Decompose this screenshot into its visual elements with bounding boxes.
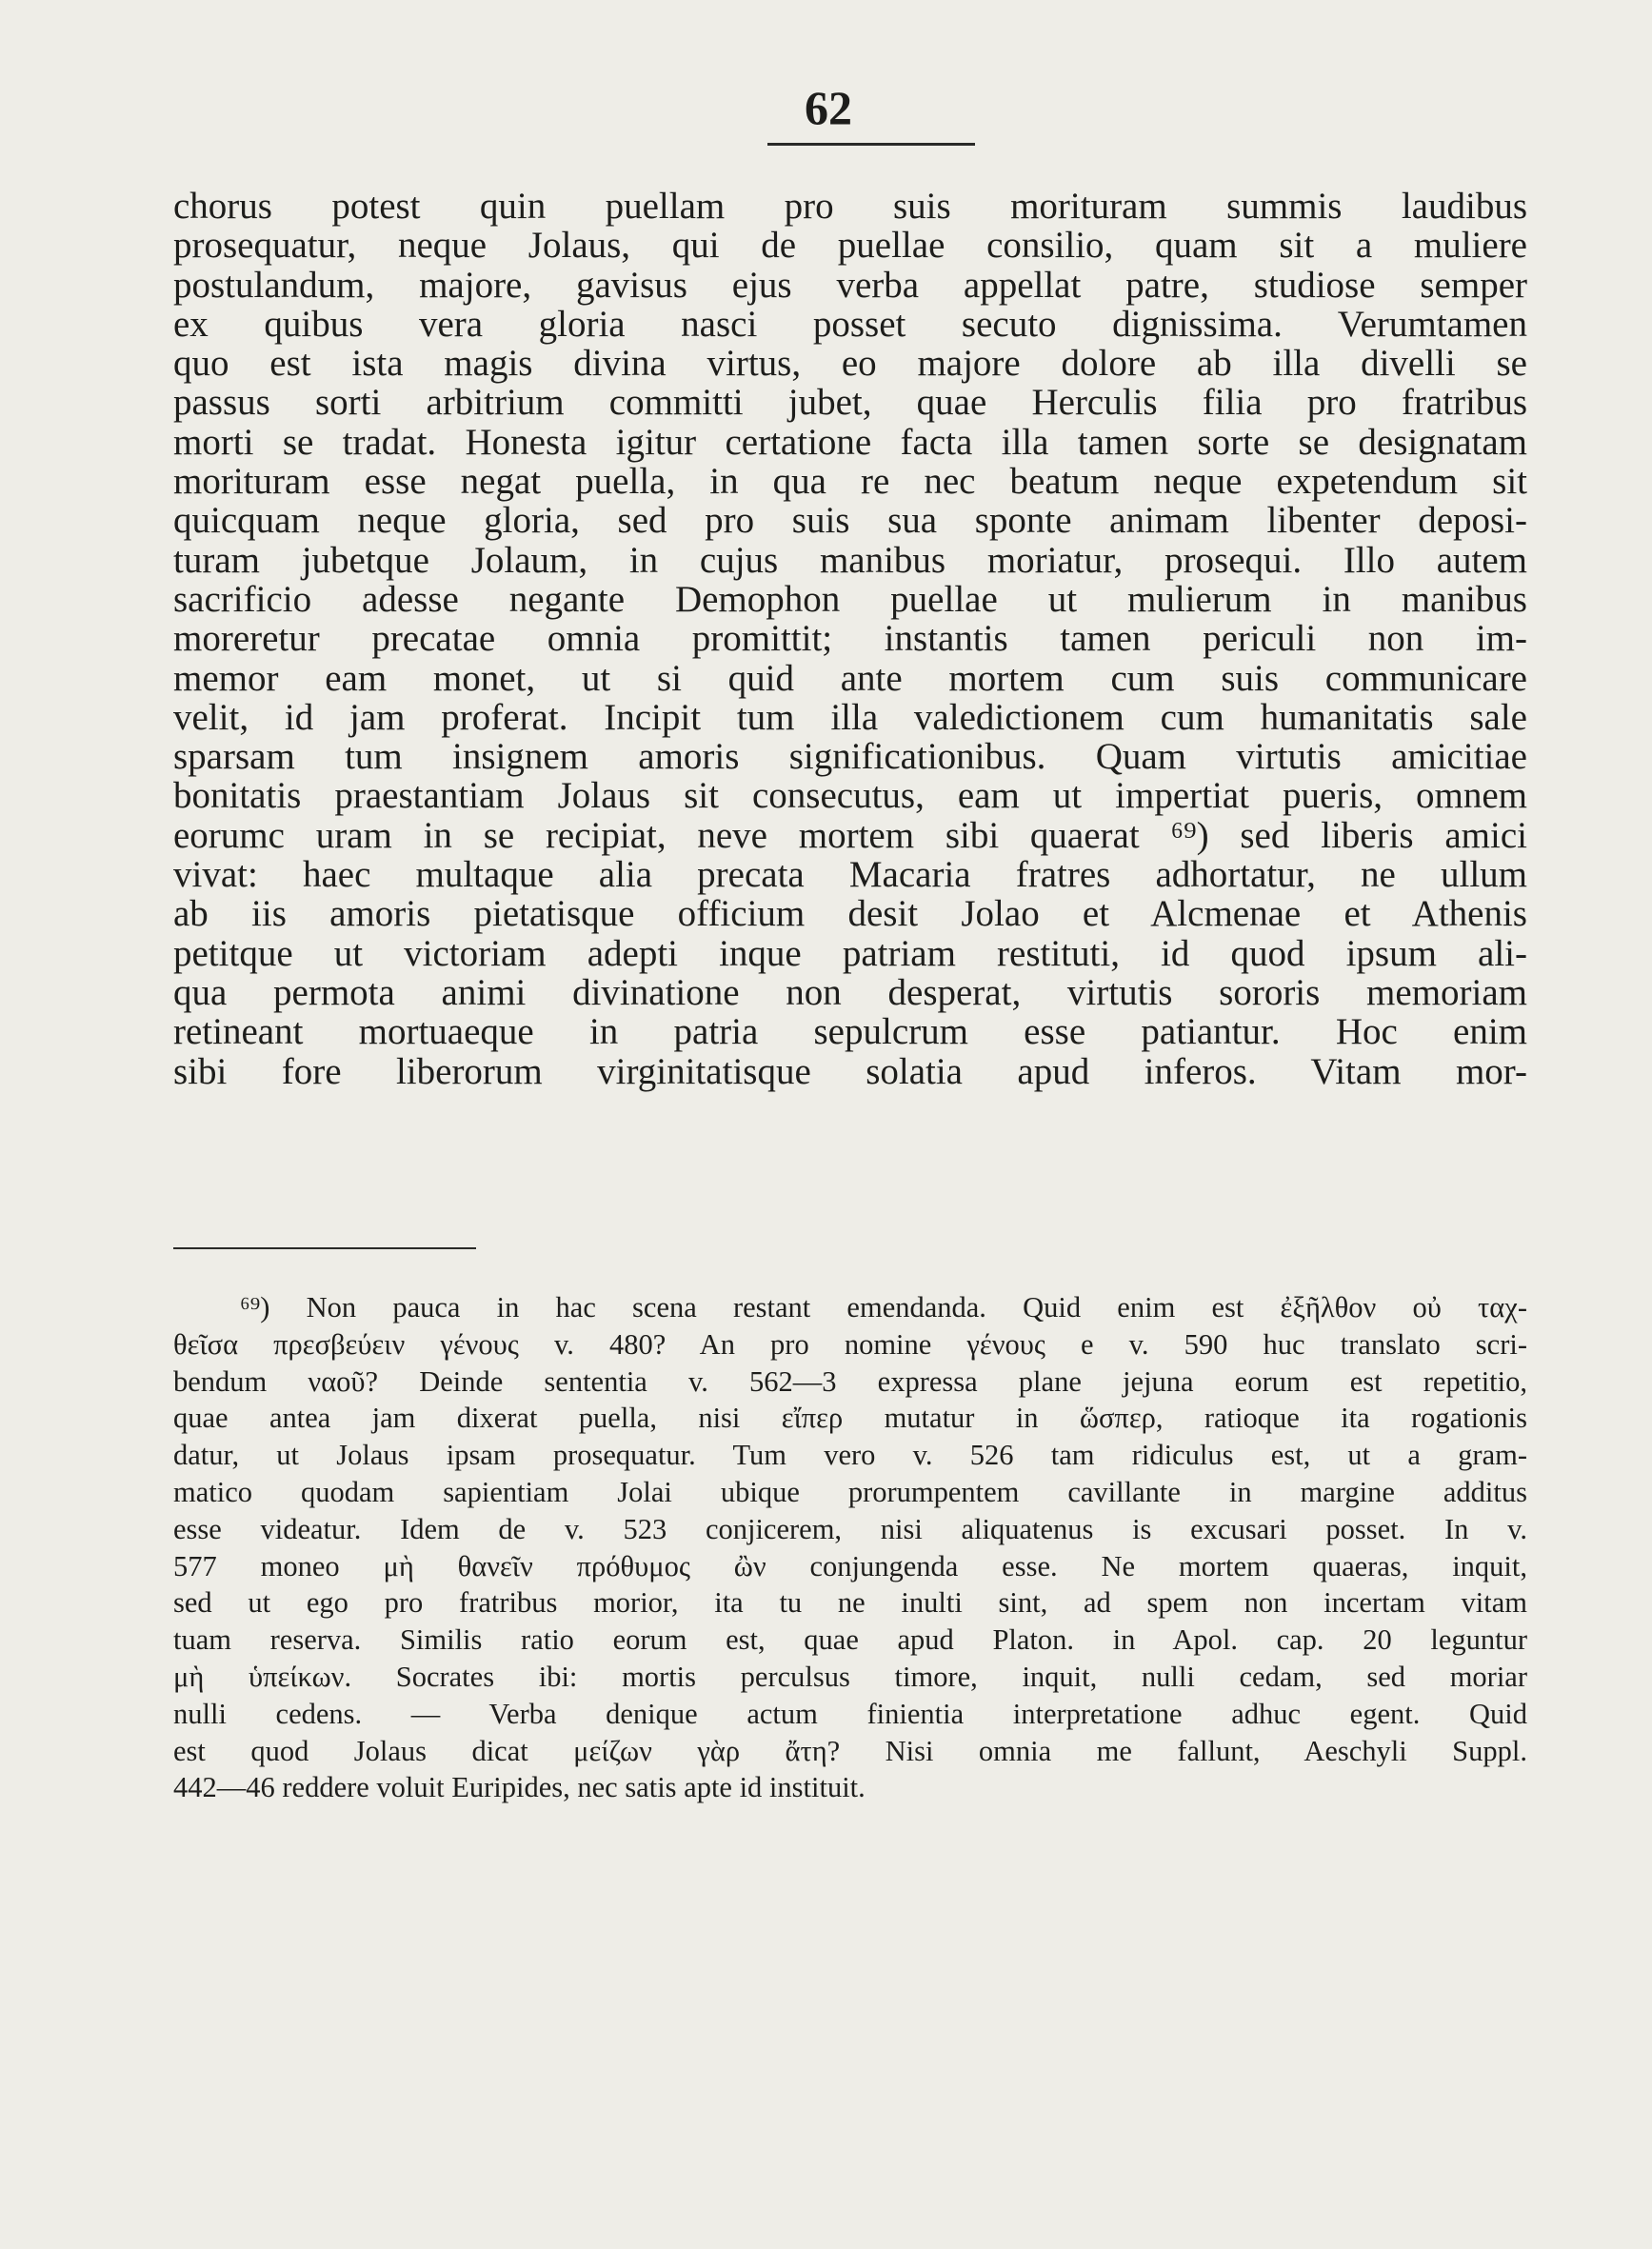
footnote-line: ⁶⁹) Non pauca in hac scena restant emendanda. Quid enim est ἐξῆλθον οὐ ταχ- [240,1291,1527,1324]
footnote [173,1289,1527,1806]
text-line: chorus potest quin puellam pro suis morituram summis laudibus [173,186,1527,227]
text-line: passus sorti arbitrium committi jubet, quae Herculis filia pro fratribus [173,382,1527,424]
footnote-line: bendum ναοῦ? Deinde sententia v. 562—3 expressa plane jejuna eorum est repetitio, [173,1364,1527,1398]
footnote-line: sed ut ego pro fratribus morior, ita tu ne inulti sint, ad spem non incertam vitam [173,1586,1527,1620]
text-line: qua permota animi divinatione non desperat, virtutis sororis memoriam [173,971,1527,1013]
text-line: postulandum, majore, gavisus ejus verba appellat patre, studiose semper [173,264,1527,306]
footnote-line: matico quodam sapientiam Jolai ubique prorumpentem cavillante in margine additus [173,1475,1527,1508]
text-line: memor eam monet, ut si quid ante mortem cum suis communicare [173,657,1527,699]
footnote-line: μὴ ὑπείκων. Socrates ibi: mortis perculsus timore, inquit, nulli cedam, sed moriar [173,1660,1527,1693]
page-number: 62 [805,81,852,134]
text-line: moreretur precatae omnia promittit; instantis tamen periculi non im- [173,618,1527,660]
text-line: bonitatis praestantiam Jolaus sit consecutus, eam ut impertiat pueris, omnem [173,775,1527,817]
footnote-line: θεῖσα πρεσβεύειν γένους v. 480? An pro nomine γένους e v. 590 huc translato scri- [173,1327,1527,1361]
text-line: quicquam neque gloria, sed pro suis sua sponte animam libenter deposi- [173,500,1527,542]
footnote-line: quae antea jam dixerat puella, nisi εἴπερ mutatur in ὥσπερ, ratioque ita rogationis [173,1402,1527,1435]
text-line: sacrificio adesse negante Demophon puellae ut mulierum in manibus [173,578,1527,620]
text-line: sibi fore liberorum virginitatisque solatia apud inferos. Vitam mor- [173,1050,1527,1092]
footnote-line: est quod Jolaus dicat μείζων γὰρ ἄτη? Nisi omnia me fallunt, Aeschyli Suppl. [173,1734,1527,1767]
text-line: retineant mortuaeque in patria sepulcrum esse patiantur. Hoc enim [173,1011,1527,1053]
footnote-line: nulli cedens. — Verba denique actum finientia interpretatione adhuc egent. Quid [173,1697,1527,1730]
main-text [173,187,1527,1091]
footnote-rule [173,1247,476,1249]
text-line: velit, id jam proferat. Incipit tum illa valedictionem cum humanitatis sale [173,696,1527,738]
header-rule [767,143,975,146]
text-line: morituram esse negat puella, in qua re nec beatum neque expetendum sit [173,461,1527,503]
text-line: morti se tradat. Honesta igitur certatione facta illa tamen sorte se designatam [173,421,1527,463]
footnote-line: datur, ut Jolaus ipsam prosequatur. Tum vero v. 526 tam ridiculus est, ut a gram- [173,1439,1527,1472]
footnote-line: 442—46 reddere voluit Euripides, nec satis apte id instituit. [173,1771,866,1804]
footnote-line: 577 moneo μὴ θανεῖν πρόθυμος ὢν conjungenda esse. Ne mortem quaeras, inquit, [173,1549,1527,1582]
text-line: petitque ut victoriam adepti inque patriam restituti, id quod ipsum ali- [173,932,1527,974]
text-line: vivat: haec multaque alia precata Macaria fratres adhortatur, ne ullum [173,854,1527,896]
text-line: sparsam tum insignem amoris significationibus. Quam virtutis amicitiae [173,736,1527,778]
text-line: prosequatur, neque Jolaus, qui de puellae consilio, quam sit a muliere [173,225,1527,267]
footnote-line: esse videatur. Idem de v. 523 conjicerem, nisi aliquatenus is excusari posset. In v. [173,1512,1527,1545]
text-line: ex quibus vera gloria nasci posset secuto dignissima. Verumtamen [173,303,1527,345]
text-line: ab iis amoris pietatisque officium desit Jolao et Alcmenae et Athenis [173,893,1527,935]
text-line: turam jubetque Jolaum, in cujus manibus moriatur, prosequi. Illo autem [173,539,1527,581]
footnote-line: tuam reserva. Similis ratio eorum est, quae apud Platon. in Apol. cap. 20 leguntur [173,1623,1527,1657]
text-line: eorumc uram in se recipiat, neve mortem sibi quaerat ⁶⁹) sed liberis amici [173,814,1527,856]
text-line: quo est ista magis divina virtus, eo majore dolore ab illa divelli se [173,343,1527,385]
